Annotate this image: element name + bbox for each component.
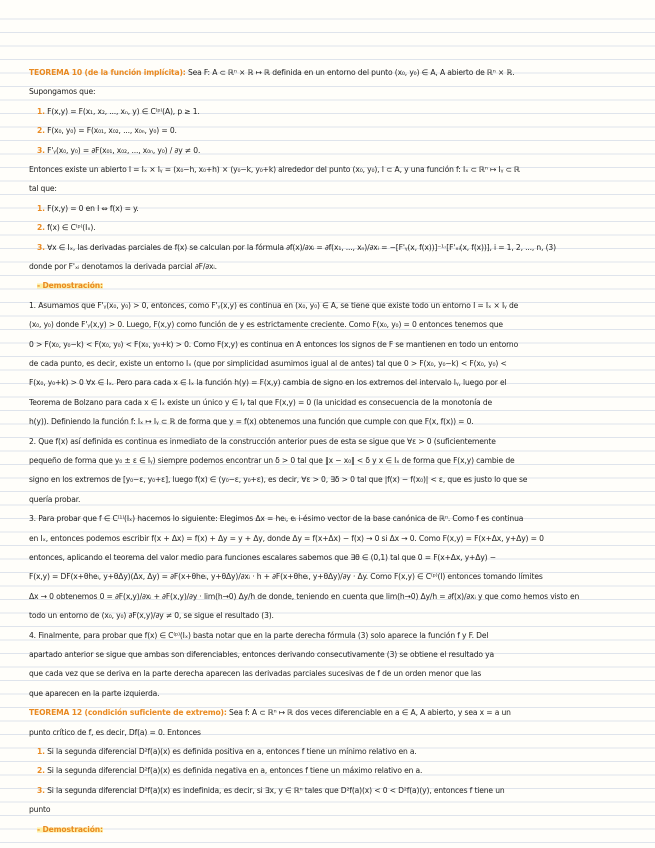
line-text: Teorema de Bolzano para cada x ∈ Iₓ existe un único y ∈ Iᵧ tal que F(x,y) = 0 (la unicidad es consecuencia de la monotonía de	[29, 397, 493, 407]
note-line	[29, 608, 637, 624]
note-line	[29, 647, 637, 663]
note-line	[29, 356, 637, 372]
heading-text: - Demostración:	[37, 824, 103, 834]
heading-text: - Demostración:	[37, 281, 103, 291]
line-text: que cada vez que se deriva en la parte derecha aparecen las derivadas parciales sucesivas de f de un orden menor que las	[29, 669, 482, 679]
note-line	[37, 240, 637, 256]
heading-text: 2.	[37, 223, 45, 233]
line-text: que aparecen en la parte izquierda.	[29, 688, 160, 698]
note-line	[29, 181, 637, 197]
note-line	[29, 65, 637, 81]
heading-text: 3.	[37, 785, 45, 795]
line-text: Si la segunda diferencial D²f(a)(x) es indefinida, es decir, si ∃x, y ∈ ℝⁿ tales que D²f(a)(x) < 0 < D²f(a)(y), entonces f tiene un	[44, 785, 505, 795]
heading-text: TEOREMA 10 (de la función implícita):	[29, 68, 186, 77]
note-line	[37, 822, 637, 838]
line-text: todo un entorno de (x₀, y₀) ∂F(x,y)/∂y ≠ 0, se sigue el resultado (3).	[29, 611, 274, 621]
note-line	[29, 511, 637, 527]
note-line	[29, 569, 637, 585]
line-text: Si la segunda diferencial D²f(a)(x) es definida positiva en a, entonces f tiene un mínimo relativo en a.	[44, 747, 417, 756]
line-text: pequeño de forma que y₀ ± ε ∈ Iᵧ) siempre podemos encontrar un δ > 0 tal que ‖x − x₀‖ < δ y x ∈ Iₓ de forma que F(x,y) cambie de	[29, 456, 515, 465]
note-line	[29, 414, 637, 430]
note-line	[29, 686, 637, 702]
line-text: de cada punto, es decir, existe un entorno Iₓ (que por simplicidad asumimos igual al de antes) tal que 0 > F(x₀, y₀−k) < F(x₀, y₀) <	[29, 359, 507, 368]
line-text: Sea F: A ⊂ ℝⁿ × ℝ ↦ ℝ definida en un entorno del punto (x₀, y₀) ∈ A, A abierto de ℝⁿ × ℝ.	[185, 68, 515, 77]
line-text: 3. Para probar que f ∈ C⁽¹⁾(Iₓ) hacemos lo siguiente: Elegimos Δx = heᵢ, eᵢ i-ésimo vector de la base canónica de ℝⁿ. Como f es continua	[29, 514, 524, 524]
heading-text: 2.	[37, 766, 45, 776]
note-line	[37, 143, 637, 159]
line-text: Si la segunda diferencial D²f(a)(x) es definida negativa en a, entonces f tiene un máximo relativo en a.	[44, 766, 423, 776]
line-text: signo en los extremos de [y₀−ε, y₀+ε], luego f(x) ∈ (y₀−ε, y₀+ε), es decir, ∀ε > 0, ∃δ > 0 tal que |f(x) − f(x₀)| < ε, que es justo lo que se	[29, 475, 528, 485]
note-line	[29, 375, 637, 391]
note-line	[37, 123, 637, 139]
line-text: h(y)). Definiendo la función f: Iₓ ↦ Iᵧ ⊂ ℝ de forma que y = f(x) obtenemos una función que cumple con que F(x, f(x)) = 0.	[29, 417, 474, 427]
line-text: quería probar.	[29, 494, 81, 504]
note-line	[29, 395, 637, 411]
note-line	[29, 589, 637, 605]
line-text: F(x₀, y₀+k) > 0 ∀x ∈ Iₓ. Pero para cada x ∈ Iₓ la función h(y) = F(x,y) cambia de signo en los extremos del intervalo Iᵧ, luego por el	[29, 378, 507, 388]
note-line	[37, 783, 637, 799]
note-line	[29, 337, 637, 353]
line-text: apartado anterior se sigue que ambas son diferenciables, entonces derivando consecutivamente (3) se obtiene el resultado ya	[29, 650, 494, 659]
line-text: F(x,y) = DF(x+θheᵢ, y+θΔy)(Δx, Δy) = ∂F(x+θheᵢ, y+θΔy)/∂xᵢ · h + ∂F(x+θheᵢ, y+θΔy)/∂y · Δy. Como F(x,y) ∈ C⁽ᵖ⁾(I) entonces tomando límites	[29, 572, 543, 582]
note-line	[29, 550, 637, 566]
note-line	[29, 317, 637, 333]
heading-text: TEOREMA 12 (condición suficiente de extremo):	[29, 708, 227, 718]
note-line	[29, 802, 637, 818]
line-text: F'ᵧ(x₀, y₀) = ∂F(x₀₁, x₀₂, ..., x₀ₙ, y₀) / ∂y ≠ 0.	[44, 145, 201, 155]
line-text: punto crítico de f, es decir, Df(a) = 0. Entonces	[29, 727, 201, 737]
note-line	[37, 744, 637, 760]
line-text: Entonces existe un abierto I = Iₓ × Iᵧ = (x₀−h, x₀+h) × (y₀−k, y₀+k) alrededor del punto (x₀, y₀), I ⊂ A, y una función f: Iₓ ⊂ ℝⁿ ↦ Iᵧ ⊂ ℝ	[29, 165, 520, 174]
note-line	[37, 201, 637, 217]
note-line	[37, 763, 637, 779]
note-line	[37, 278, 637, 294]
note-line	[29, 162, 637, 178]
note-line	[29, 84, 637, 100]
heading-text: 3.	[37, 242, 45, 252]
line-text: 1. Asumamos que F'ᵧ(x₀, y₀) > 0, entonces, como F'ᵧ(x,y) es continua en (x₀, y₀) ∈ A, se tiene que existe todo un entorno I = Iₓ × Iᵧ de	[29, 300, 519, 310]
note-line	[29, 725, 637, 741]
note-line	[29, 531, 637, 547]
note-line	[29, 259, 637, 275]
line-text: F(x,y) = F(x₁, x₂, ..., xₙ, y) ∈ C⁽ᵖ⁾(A), p ≥ 1.	[44, 106, 200, 116]
line-text: 2. Que f(x) así definida es continua es inmediato de la construcción anterior pues de esta se sigue que ∀ε > 0 (suficientemente	[29, 436, 496, 446]
line-text: f(x) ∈ C⁽ᵖ⁾(Iₓ).	[44, 223, 96, 233]
line-text: ∀x ∈ Iₓ, las derivadas parciales de f(x) se calculan por la fórmula ∂f(x)/∂xᵢ = ∂f(x₁, ..., xₙ)/∂xᵢ = −[F'ᵧ(x, f(x))]⁻¹·[F'ₓᵢ(x, f(x))], i = 1, 2, ..., n, (3)	[44, 242, 556, 252]
line-text: Sea f: A ⊂ ℝⁿ ↦ ℝ dos veces diferenciable en a ∈ A, A abierto, y sea x = a un	[226, 708, 511, 718]
line-text: 0 > F(x₀, y₀−k) < F(x₀, y₀) < F(x₀, y₀+k) > 0. Como F(x,y) es continua en A entonces los signos de F se mantienen en todo un entorno	[29, 339, 519, 349]
heading-text: 1.	[37, 106, 45, 116]
line-text: 4. Finalmente, para probar que f(x) ∈ C⁽ᵖ⁾(Iₓ) basta notar que en la parte derecha fórmula (3) solo aparece la función f y F. Del	[29, 630, 489, 640]
line-text: F(x,y) = 0 en I ⇔ f(x) = y.	[44, 203, 139, 213]
heading-text: 1.	[37, 747, 45, 756]
line-text: punto	[29, 805, 51, 815]
note-line	[29, 298, 637, 314]
note-line	[29, 472, 637, 488]
line-text: en Iₓ, entonces podemos escribir f(x + Δx) = f(x) + Δy = y + Δy, donde Δy = f(x+Δx) − f(x) → 0 si Δx → 0. Como F(x,y) = F(x+Δx, y+Δy) = 0	[29, 533, 544, 543]
line-text: entonces, aplicando el teorema del valor medio para funciones escalares sabemos que ∃θ ∈ (0,1) tal que 0 = F(x+Δx, y+Δy) −	[29, 553, 496, 562]
line-text: donde por F'ₓᵢ denotamos la derivada parcial ∂F/∂xᵢ.	[29, 262, 217, 271]
note-line	[37, 104, 637, 120]
note-line	[29, 453, 637, 469]
line-text: F(x₀, y₀) = F(x₀₁, x₀₂, ..., x₀ₙ, y₀) = 0.	[44, 126, 177, 136]
heading-text: 1.	[37, 203, 45, 213]
note-line	[29, 666, 637, 682]
note-line	[29, 705, 637, 721]
line-text: Supongamos que:	[29, 87, 96, 97]
line-text: (x₀, y₀) donde F'ᵧ(x,y) > 0. Luego, F(x,y) como función de y es estrictamente creciente. Como F(x₀, y₀) = 0 entonces tenemos que	[29, 320, 503, 330]
line-text: Δx → 0 obtenemos 0 = ∂F(x,y)/∂xᵢ + ∂F(x,y)/∂y · lim(h→0) Δy/h de donde, teniendo en cuenta que lim(h→0) Δy/h = ∂f(x)/∂xᵢ y que como hemos visto en	[29, 591, 580, 601]
note-line	[37, 220, 637, 236]
heading-text: 3.	[37, 145, 45, 155]
note-line	[29, 628, 637, 644]
line-text: tal que:	[29, 184, 57, 194]
heading-text: 2.	[37, 126, 45, 136]
note-line	[29, 492, 637, 508]
note-line	[29, 434, 637, 450]
